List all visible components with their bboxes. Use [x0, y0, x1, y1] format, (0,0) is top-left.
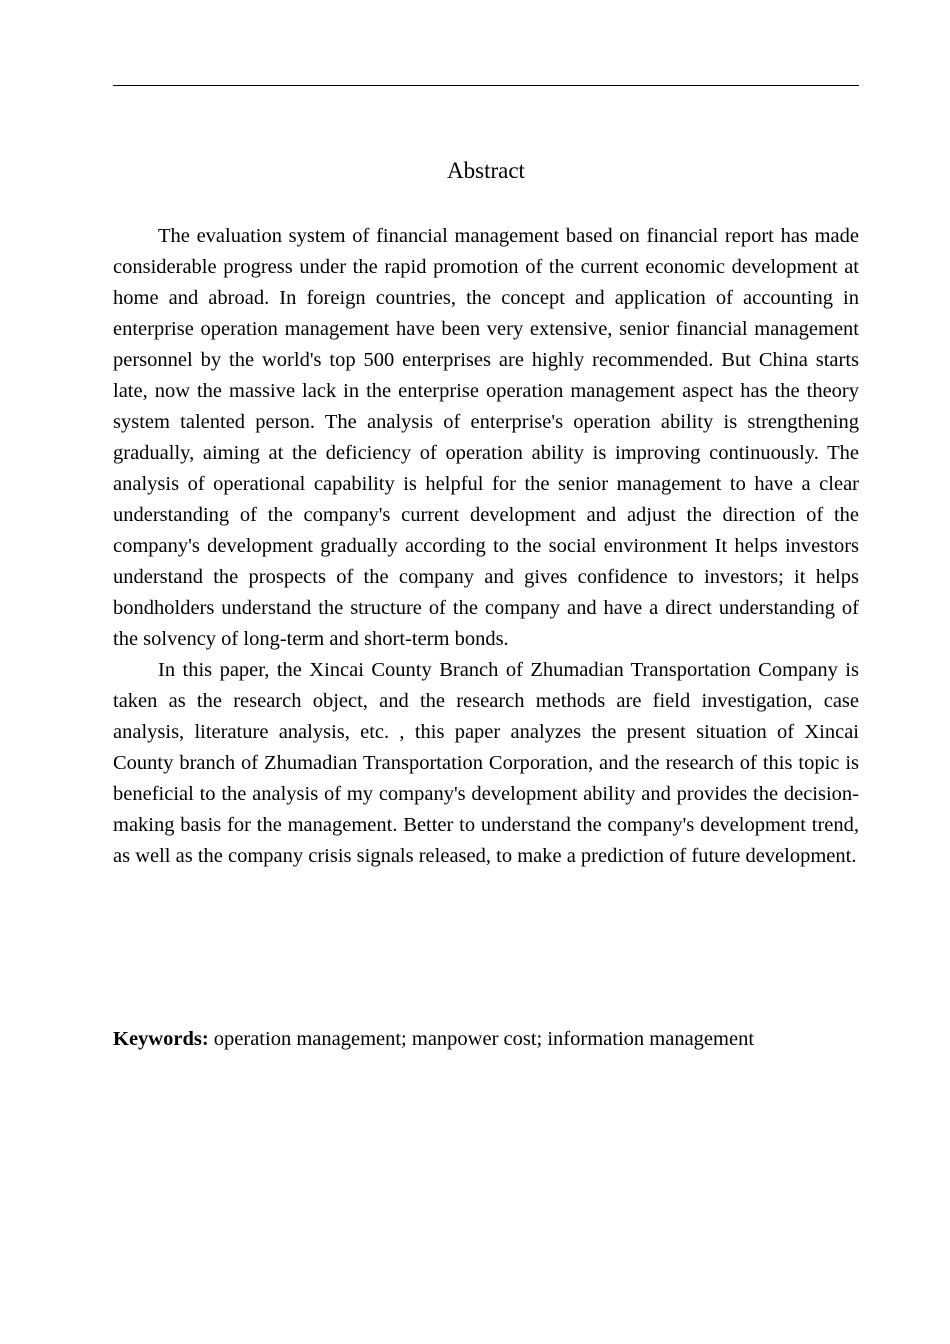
- abstract-paragraph-2: In this paper, the Xincai County Branch of Zhumadian Transportation Company is taken as the research object, and the research methods are field investigation, case analysis, literature analysis, etc. , this paper analyzes the present situation of Xincai County branch of Zhumadian Transportation Corporation, and the research of this topic is beneficial to the analysis of my company's development ability and provides the decision-making basis for the management. Better to understand the company's development trend, as well as the company crisis signals released, to make a prediction of future development.: [113, 659, 859, 867]
- keywords-value: operation management; manpower cost; information management: [213, 1028, 755, 1050]
- keywords-line: [113, 1024, 859, 1055]
- keywords-label: Keywords:: [113, 1028, 209, 1050]
- header-rule: [113, 85, 859, 86]
- abstract-title: Abstract: [447, 158, 525, 183]
- abstract-paragraph-1: The evaluation system of financial management based on financial report has made considerable progress under the rapid promotion of the current economic development at home and abroad. In foreign countries, the concept and application of accounting in enterprise operation management have been very extensive, senior financial management personnel by the world's top 500 enterprises are highly recommended. But China starts late, now the massive lack in the enterprise operation management aspect has the theory system talented person. The analysis of enterprise's operation ability is strengthening gradually, aiming at the deficiency of operation ability is improving continuously. The analysis of operational capability is helpful for the senior management to have a clear understanding of the company's current development and adjust the direction of the company's development gradually according to the social environment It helps investors understand the prospects of the company and gives confidence to investors; it helps bondholders understand the structure of the company and have a direct understanding of the solvency of long-term and short-term bonds.: [113, 225, 859, 650]
- abstract-body: [113, 221, 859, 872]
